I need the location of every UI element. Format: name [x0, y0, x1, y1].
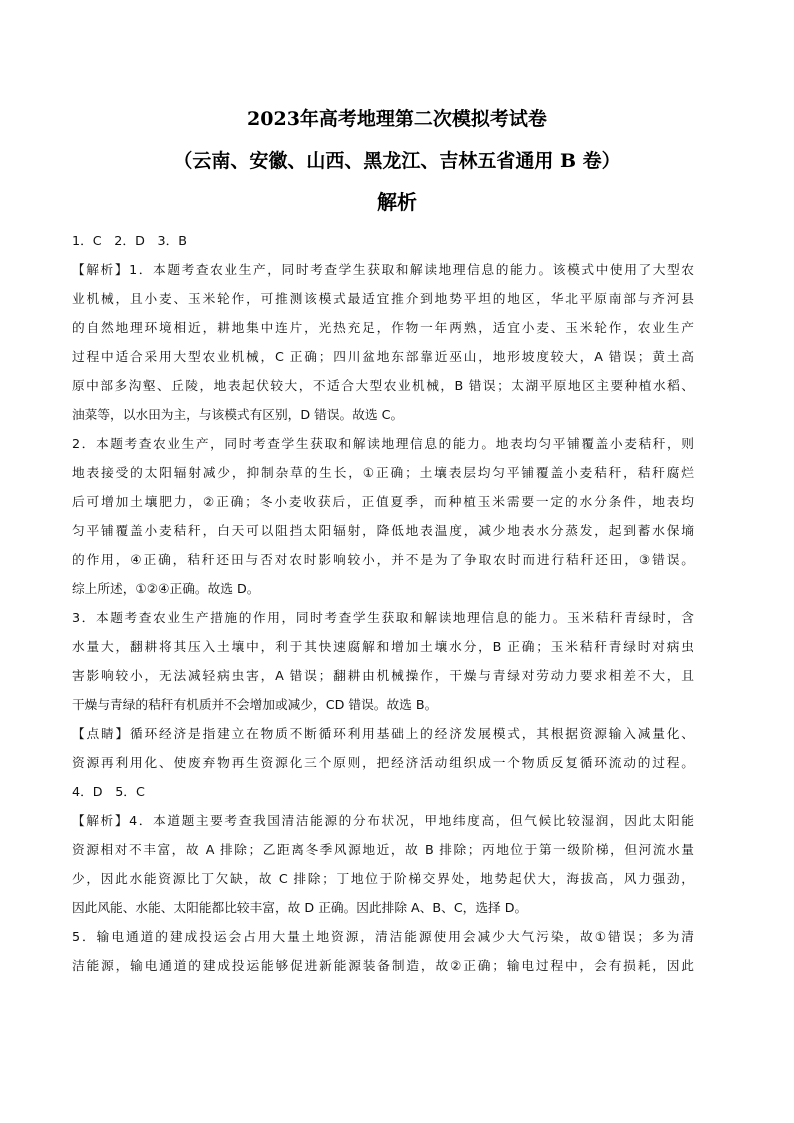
- text-line: 少，因此水能资源比丁欠缺，故 C 排除；丁地位于阶梯交界处，地势起伏大，海拔高，风力强劲，: [72, 871, 694, 886]
- text-line: 过程中适合采用大型农业机械，C 正确；四川盆地东部靠近巫山，地形坡度较大，A 错误；黄土高: [72, 349, 694, 364]
- text-line: 资源相对不丰富，故 A 排除；乙距离冬季风源地近，故 B 排除；丙地位于第一级阶梯，但河流水量: [72, 842, 694, 857]
- answer-line: 4．D 5．C: [72, 784, 145, 799]
- text-line: 2．本题考查农业生产，同时考查学生获取和解读地理信息的能力。地表均匀平铺覆盖小麦秸秆，则: [72, 436, 694, 451]
- text-line: 【解析】1．本题考查农业生产，同时考查学生获取和解读地理信息的能力。该模式中使用了大型农: [72, 262, 694, 277]
- text-line: 后可增加土壤肥力，②正确；冬小麦收获后，正值夏季，而种植玉米需要一定的水分条件，地表均: [72, 494, 694, 509]
- text-line: 3．本题考查农业生产措施的作用，同时考查学生获取和解读地理信息的能力。玉米秸秆青绿时，含: [72, 610, 694, 625]
- text-line: 原中部多沟壑、丘陵，地表起伏较大，不适合大型农业机械，B 错误；太湖平原地区主要种植水稻、: [72, 378, 694, 393]
- section-title: 解析: [377, 190, 417, 214]
- text-line: 资源再利用化、使废弃物再生资源化三个原则，把经济活动组织成一个物质反复循环流动的过程。: [72, 755, 694, 770]
- text-line: 的作用，④正确，秸秆还田与否对农时影响较小，并不是为了争取农时而进行秸秆还田，③错误。: [72, 552, 694, 567]
- text-line: 5．输电通道的建成投运会占用大量土地资源，清洁能源使用会减少大气污染，故①错误；多为清: [72, 929, 694, 944]
- text-line: 业机械，且小麦、玉米轮作，可推测该模式最适宜推介到地势平坦的地区，华北平原南部与齐河县: [72, 291, 694, 306]
- answer-line: 1．C 2．D 3．B: [72, 233, 187, 248]
- exam-title: 2023年高考地理第二次模拟考试卷: [247, 108, 547, 130]
- text-line: 水量大，翻耕将其压入土壤中，利于其快速腐解和增加土壤水分，B 正确；玉米秸秆青绿时对病虫: [72, 639, 694, 654]
- text-line: 害影响较小，无法减轻病虫害，A 错误；翻耕由机械操作，干燥与青绿对劳动力要求相差不大，且: [72, 668, 694, 683]
- text-line: 的自然地理环境相近，耕地集中连片，光热充足，作物一年两熟，适宜小麦、玉米轮作，农业生产: [72, 320, 694, 335]
- text-line: 匀平铺覆盖小麦秸秆，白天可以阻挡太阳辐射，降低地表温度，减少地表水分蒸发，起到蓄水保墒: [72, 523, 694, 538]
- text-line: 洁能源，输电通道的建成投运能够促进新能源装备制造，故②正确；输电过程中，会有损耗，因此: [72, 958, 694, 973]
- text-line: 地表接受的太阳辐射减少，抑制杂草的生长，①正确；土壤表层均匀平铺覆盖小麦秸秆，秸秆腐烂: [72, 465, 694, 480]
- text-line: 【点睛】循环经济是指建立在物质不断循环利用基础上的经济发展模式，其根据资源输入减量化、: [72, 726, 694, 741]
- text-line: 【解析】4．本道题主要考查我国清洁能源的分布状况，甲地纬度高，但气候比较湿润，因此太阳能: [72, 813, 694, 828]
- text-line: 干燥与青绿的秸秆有机质并不会增加或减少，CD 错误。故选 B。: [72, 697, 438, 712]
- exam-subtitle: （云南、安徽、山西、黑龙江、吉林五省通用 B 卷）: [173, 150, 621, 172]
- text-line: 油菜等，以水田为主，与该模式有区别，D 错误。故选 C。: [72, 407, 404, 422]
- text-line: 因此风能、水能、太阳能都比较丰富，故 D 正确。因此排除 A、B、C，选择 D。: [72, 900, 528, 915]
- answer-analysis-body: [72, 226, 694, 980]
- text-line: 综上所述，①②④正确。故选 D。: [72, 581, 260, 596]
